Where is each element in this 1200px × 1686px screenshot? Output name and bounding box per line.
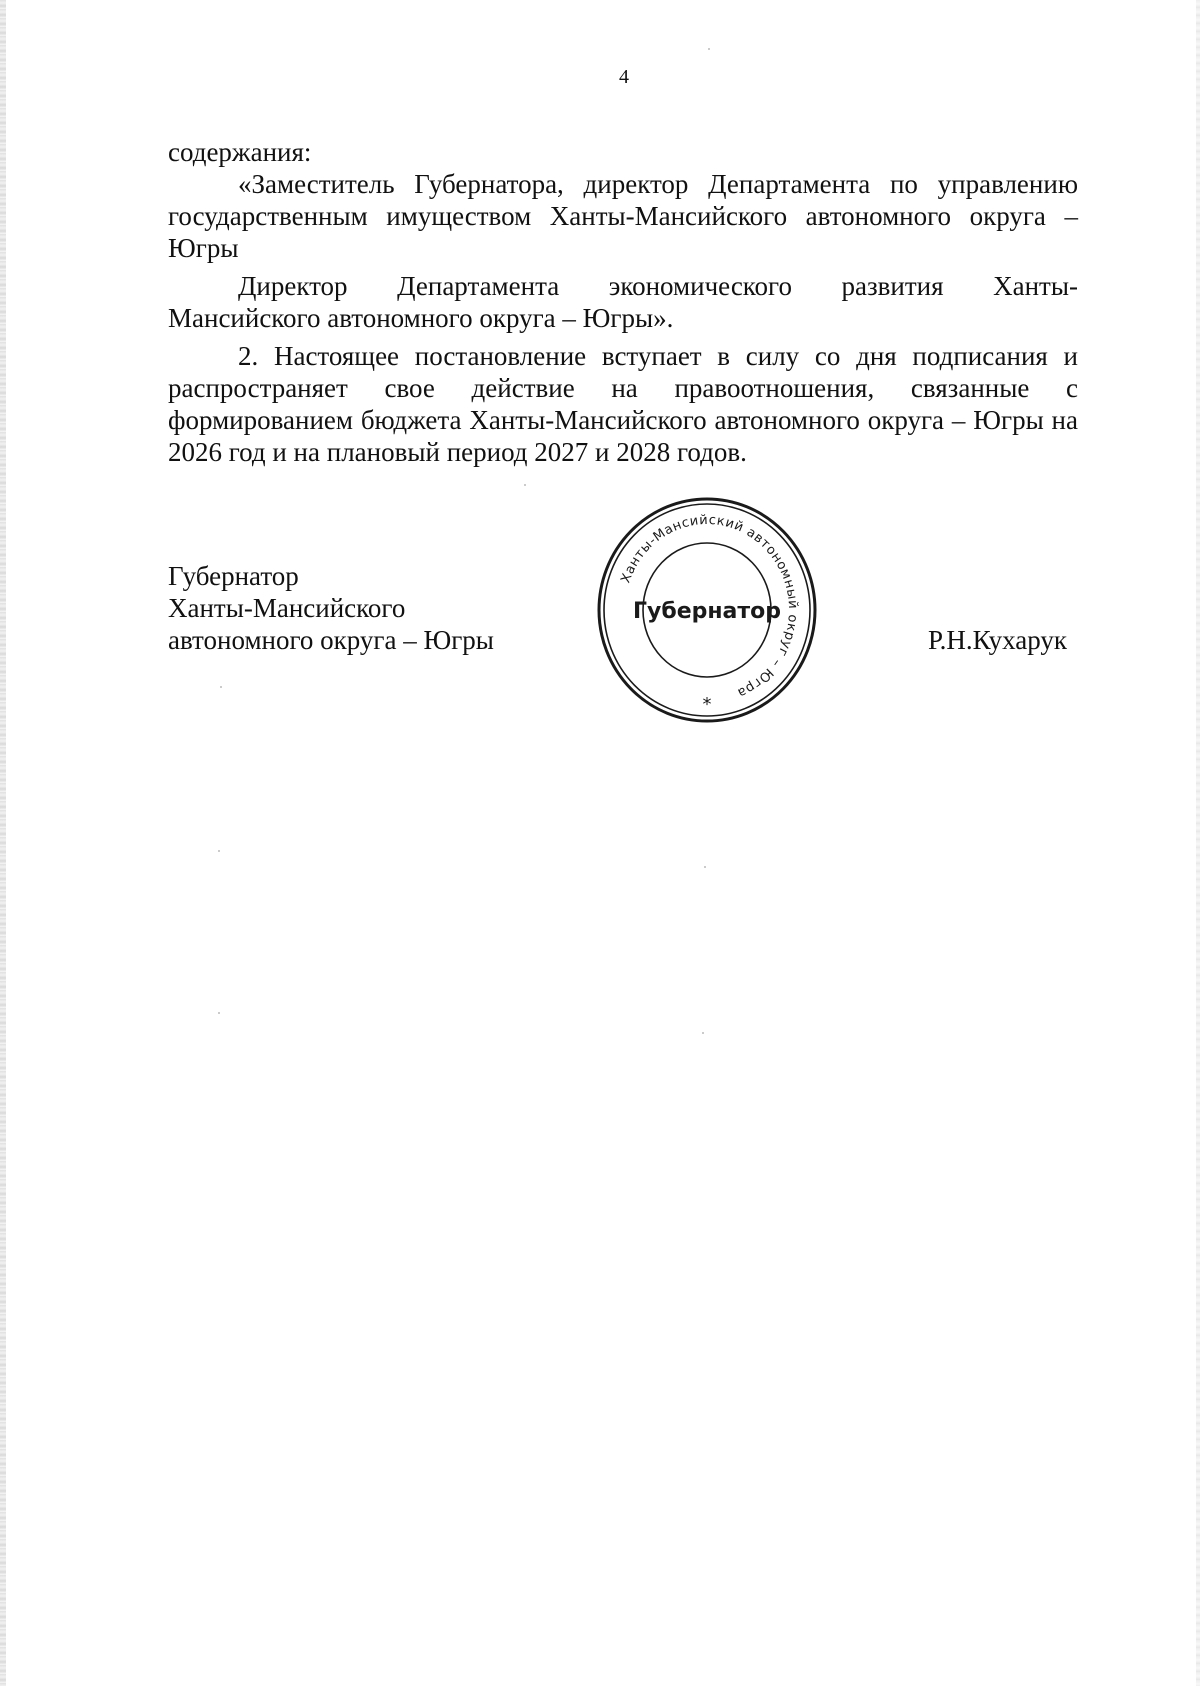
paragraph-director-line-1: Директор Департамента экономического развития Ханты- xyxy=(238,271,1078,301)
seal-star-icon: * xyxy=(702,694,712,715)
signature-title-line: Ханты-Мансийского xyxy=(168,593,406,623)
scan-speck xyxy=(524,484,526,486)
scan-speck xyxy=(702,1032,704,1034)
paragraph-deputy-governor: «Заместитель Губернатора, директор Департамента по управлению государственным имуществом Ханты-Мансийского автономного округа – Югры xyxy=(168,169,1078,263)
scan-speck xyxy=(218,1012,220,1014)
paragraph-director-line-2: Мансийского автономного округа – Югры». xyxy=(168,303,674,333)
signature-title-line: автономного округа – Югры xyxy=(168,625,494,655)
scan-edge-right xyxy=(1196,0,1200,1686)
paragraph-continuation: содержания: xyxy=(168,137,312,167)
signature-title-line: Губернатор xyxy=(168,561,299,591)
paragraph-effective-date: 2. Настоящее постановление вступает в силу со дня подписания и распространяет свое действие на правоотношения, связанные с формированием бюджета Ханты-Мансийского автономного округа – Югры на 2026 год и на плановый период 2027 и 2028 годов. xyxy=(168,341,1078,467)
signature-title xyxy=(168,560,494,656)
scan-speck xyxy=(220,686,222,688)
document-body xyxy=(168,136,1078,468)
seal-center-text: Губернатор xyxy=(632,599,782,624)
official-seal xyxy=(596,496,818,726)
scan-speck xyxy=(704,866,706,868)
scan-speck xyxy=(708,48,710,50)
seal-ring-text-path: Ханты-Мансийский автономный округ – Югра xyxy=(618,512,801,701)
signer-name: Р.Н.Кухарук xyxy=(928,625,1068,655)
page-number: 4 xyxy=(619,66,629,88)
scan-speck xyxy=(218,850,220,852)
scan-edge-left xyxy=(0,0,6,1686)
